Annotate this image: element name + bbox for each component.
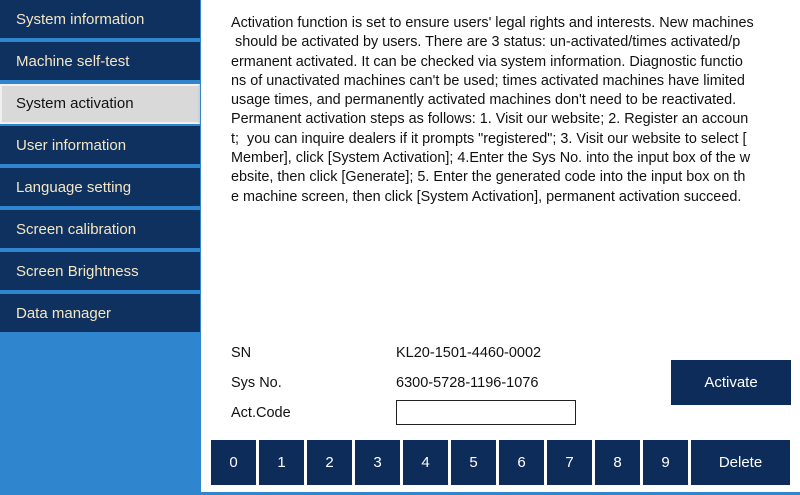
description-line: Member], click [System Activation]; 4.Enter the Sys No. into the input box of the w (231, 150, 751, 167)
description-line: ebsite, then click [Generate]; 5. Enter the generated code into the input box on th (231, 169, 746, 186)
sidebar-item-system-activation[interactable]: System activation (0, 84, 200, 124)
description-line: t; you can inquire dealers if it prompts "registered"; 3. Visit our website to select [ (231, 130, 747, 147)
description-line: Permanent activation steps as follows: 1. Visit our website; 2. Register an accoun (231, 111, 749, 128)
description-line: usage times, and permanently activated machines don't need to be reactivated. (231, 92, 737, 109)
sn-value: KL20-1501-4460-0002 (396, 345, 542, 361)
keypad-key-1[interactable]: 1 (259, 440, 304, 485)
sidebar-item-language-setting[interactable]: Language setting (0, 168, 200, 208)
activation-panel (201, 0, 800, 495)
description-line: ermanent activated. It can be checked via system information. Diagnostic functio (231, 53, 743, 70)
sidebar-item-machine-self-test[interactable]: Machine self-test (0, 42, 200, 82)
sidebar-item-user-information[interactable]: User information (0, 126, 200, 166)
sidebar-item-system-information[interactable]: System information (0, 0, 200, 40)
keypad-key-2[interactable]: 2 (307, 440, 352, 485)
act-code-input[interactable] (396, 400, 576, 425)
sidebar (0, 0, 201, 495)
description-line: Activation function is set to ensure users' legal rights and interests. New machines (231, 15, 754, 31)
keypad-key-5[interactable]: 5 (451, 440, 496, 485)
keypad-key-7[interactable]: 7 (547, 440, 592, 485)
keypad-delete-button[interactable]: Delete (691, 440, 790, 485)
keypad-key-8[interactable]: 8 (595, 440, 640, 485)
sidebar-item-screen-brightness[interactable]: Screen Brightness (0, 252, 200, 292)
sys-no-label: Sys No. (231, 375, 282, 391)
keypad-key-0[interactable]: 0 (211, 440, 256, 485)
sidebar-item-screen-calibration[interactable]: Screen calibration (0, 210, 200, 250)
sidebar-item-data-manager[interactable]: Data manager (0, 294, 200, 334)
act-code-label: Act.Code (231, 405, 291, 421)
keypad-key-9[interactable]: 9 (643, 440, 688, 485)
keypad-key-3[interactable]: 3 (355, 440, 400, 485)
keypad-key-4[interactable]: 4 (403, 440, 448, 485)
description-line: should be activated by users. There are 3 status: un-activated/times activated/p (231, 34, 741, 51)
sn-label: SN (231, 345, 252, 361)
keypad-key-6[interactable]: 6 (499, 440, 544, 485)
activate-button[interactable]: Activate (671, 360, 791, 405)
sys-no-value: 6300-5728-1196-1076 (396, 375, 539, 391)
activation-description (231, 14, 791, 207)
description-line: ns of unactivated machines can't be used; times activated machines have limited (231, 72, 745, 89)
description-line: e machine screen, then click [System Activation], permanent activation succeed. (231, 188, 742, 205)
